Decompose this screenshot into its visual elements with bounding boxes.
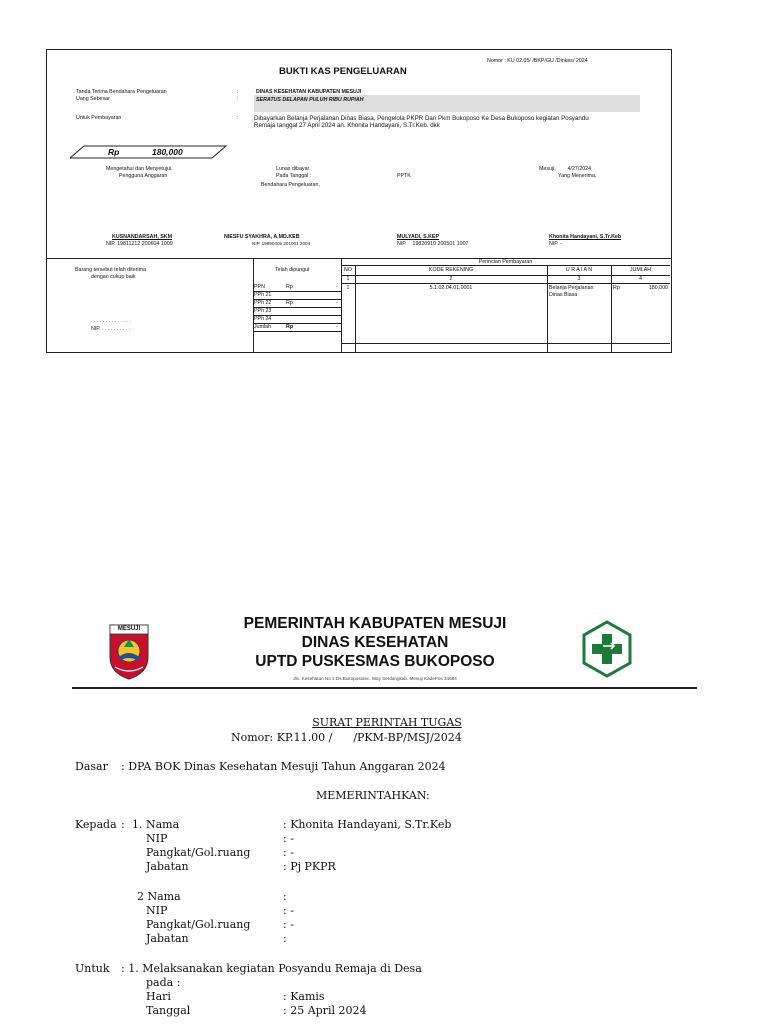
letterhead-rule: [72, 687, 697, 689]
tax-name: PPh 23: [254, 308, 272, 314]
sig2-name: NIESFU SYAKHRA, A.MD.KEB: [224, 234, 300, 240]
dasar-label: Dasar: [75, 760, 108, 773]
tax-row: [253, 292, 341, 300]
sig2-role-2: Pada Tanggal :: [276, 173, 312, 179]
gov-address: Jln. Kesehatan No 1 Ds.Bukoposotec. Way Serdangkab. Mesuji KadePos 34684: [293, 676, 457, 681]
signature-dots: . . . . . . . . . . . . . .: [91, 318, 131, 324]
col-jumlah: JUMLAH: [629, 267, 652, 273]
tax-total-row: [253, 324, 341, 332]
purpose-text-1: Dibayarkan Belanja Perjalanan Dinas Biasa, Pengelola PKPR Dari Pkm Bukoposo Ke Desa Bukoposo kegiatan Posyandu: [254, 115, 589, 122]
tax-name: PPh 22: [254, 300, 272, 306]
col-uraian: U R A I A N: [565, 267, 593, 273]
person2-name: :: [283, 890, 287, 903]
gov-line-2: DINAS KESEHATAN: [301, 634, 449, 651]
row-uraian-2: Dinas Biasa: [549, 292, 578, 298]
received-label-1: Tanda Terima Bendahara Pengeluaran: [76, 89, 167, 95]
jabatan-label: Jabatan: [146, 932, 189, 945]
amount-words: SERATUS DELAPAN PULUH RIBU RUPIAH: [256, 97, 364, 103]
sig4-name: Khonita Handayani, S.Tr.Keb: [549, 234, 622, 240]
sig3-name: MULYADI, S.KEP: [397, 234, 439, 240]
agency-name: DINAS KESEHATAN KABUPATEN MESUJI: [256, 89, 362, 95]
row-rp: Rp: [613, 285, 620, 291]
sig4-role: Yang Menerima,: [558, 173, 597, 179]
col-kode: KODE REKENING: [428, 267, 474, 273]
colon: :: [237, 115, 239, 121]
nip-label: NIP: [146, 832, 168, 845]
col-no: NO: [344, 267, 352, 273]
col-num: 3: [577, 276, 581, 282]
detail-header: Perincian Pembayaran: [478, 259, 533, 265]
tax-value: -: [336, 284, 338, 290]
mesuji-crest-logo: [107, 621, 151, 681]
untuk-label: Untuk: [75, 962, 110, 975]
tax-total-label: Jumlah: [254, 324, 272, 330]
sig2-nip: NIP. 19890405 201001 2004: [252, 241, 311, 246]
tax-row: [253, 316, 341, 324]
tax-row: [253, 308, 341, 316]
pangkat-label: Pangkat/Gol.ruang: [146, 846, 251, 859]
colon: :: [237, 96, 239, 102]
tax-row: [253, 284, 341, 292]
person1-jabatan: : Pj PKPR: [283, 860, 336, 873]
sig3-role: PPTK: [397, 173, 411, 179]
tax-rp: Rp: [286, 284, 293, 290]
person2-jabatan: :: [283, 932, 287, 945]
sig2-role-1: Lunas dibayar: [276, 166, 310, 172]
kepada-colon: :: [121, 818, 125, 831]
rp-label: Rp: [108, 147, 120, 157]
health-cross-logo: [581, 620, 633, 678]
row-jumlah: 180,000: [648, 285, 668, 291]
untuk-text: : 1. Melaksanakan kegiatan Posyandu Remaja di Desa: [121, 962, 422, 975]
tax-name: PPN: [254, 284, 265, 290]
dasar-text: : DPA BOK Dinas Kesehatan Mesuji Tahun Anggaran 2024: [121, 760, 446, 773]
jabatan-label: Jabatan: [146, 860, 189, 873]
letter-number: Nomor: KP.11.00 / /PKM-BP/MSJ/2024: [231, 731, 462, 744]
voucher-title: BUKTI KAS PENGELUARAN: [279, 66, 407, 77]
row-kode: 5.1.02.04.01.0001: [429, 285, 473, 291]
sig3-nip: NIP. 19820910 200501 1007: [397, 241, 469, 247]
tax-row: [253, 300, 341, 308]
table-rule: [341, 343, 670, 344]
hari-label: Hari: [146, 990, 171, 1003]
memerintahkan: MEMERINTAHKAN:: [316, 789, 430, 802]
gov-line-1: PEMERINTAH KABUPATEN MESUJI: [243, 615, 507, 632]
place-date: Mesuji, 4/27/2024: [539, 166, 592, 172]
col-num: 2: [449, 276, 453, 282]
person2-nip: : -: [283, 904, 294, 917]
received-label-2: Uang Sebesar: [76, 96, 110, 102]
person1-nip: : -: [283, 832, 294, 845]
rp-amount: 180,000: [152, 147, 183, 157]
person2-pangkat: : -: [283, 918, 294, 931]
sig1-name: KUSNANDARSAH, SKM: [112, 234, 173, 240]
sig1-role-2: Pengguna Anggaran: [119, 173, 168, 179]
goods-received-1: Barang tersebut telah diterima: [75, 267, 146, 273]
tax-list: [253, 284, 341, 332]
pada-label: pada :: [146, 976, 181, 989]
letter-title: SURAT PERINTAH TUGAS: [312, 716, 462, 729]
tanggal-label: Tanggal: [146, 1004, 191, 1017]
col-num: 1: [346, 276, 350, 282]
hari-value: : Kamis: [283, 990, 325, 1003]
person1-label: 1. Nama: [132, 818, 180, 831]
person1-name: : Khonita Handayani, S.Tr.Keb: [283, 818, 452, 831]
tax-rp: Rp: [286, 300, 293, 306]
nip-label: NIP: [146, 904, 168, 917]
tax-name: PPh 21: [254, 292, 272, 298]
kepada-label: Kepada: [75, 818, 117, 831]
pangkat-label: Pangkat/Gol.ruang: [146, 918, 251, 931]
goods-received-2: dengan cukup baik: [91, 274, 136, 280]
person1-pangkat: : -: [283, 846, 294, 859]
purpose-text-2: Remaja tanggal 27 April 2024 an. Khonita Handayani, S.Tr.Keb. dkk: [254, 122, 440, 129]
tanggal-value: : 25 April 2024: [283, 1004, 367, 1017]
row-uraian-1: Belanja Perjalanan: [549, 285, 594, 291]
voucher-number: Nomor : KU 02.05/ /BKP/GU /Dinkes/ 2024: [487, 58, 588, 64]
purpose-label: Untuk Pembayaran: [76, 115, 122, 121]
sig2-role-3: Bendahara Pengeluaran,: [261, 182, 320, 188]
amount-parallelogram: [70, 145, 228, 159]
sig1-role-1: Mengetahui dan Menyetujui,: [106, 166, 173, 172]
nip-dots: NIP. . . . . . . . . . .: [91, 326, 131, 332]
row-no: 1: [346, 285, 350, 291]
colon: :: [237, 89, 239, 95]
tax-total-value: -: [336, 324, 338, 330]
person2-label: 2 Nama: [137, 890, 181, 903]
tax-value: -: [336, 300, 338, 306]
tax-header: Telah dipungut: [275, 267, 310, 273]
crest-label: MESUJI: [117, 626, 141, 632]
tax-name: PPh 24: [254, 316, 272, 322]
sig4-nip: NIP. -: [549, 241, 562, 247]
table-rule: [341, 283, 670, 284]
gov-line-3: UPTD PUSKESMAS BUKOPOSO: [255, 653, 495, 670]
tax-total-rp: Rp: [286, 324, 294, 330]
sig1-nip: NIP. 19811212 200604 1009: [106, 241, 173, 247]
col-num: 4: [639, 276, 642, 282]
